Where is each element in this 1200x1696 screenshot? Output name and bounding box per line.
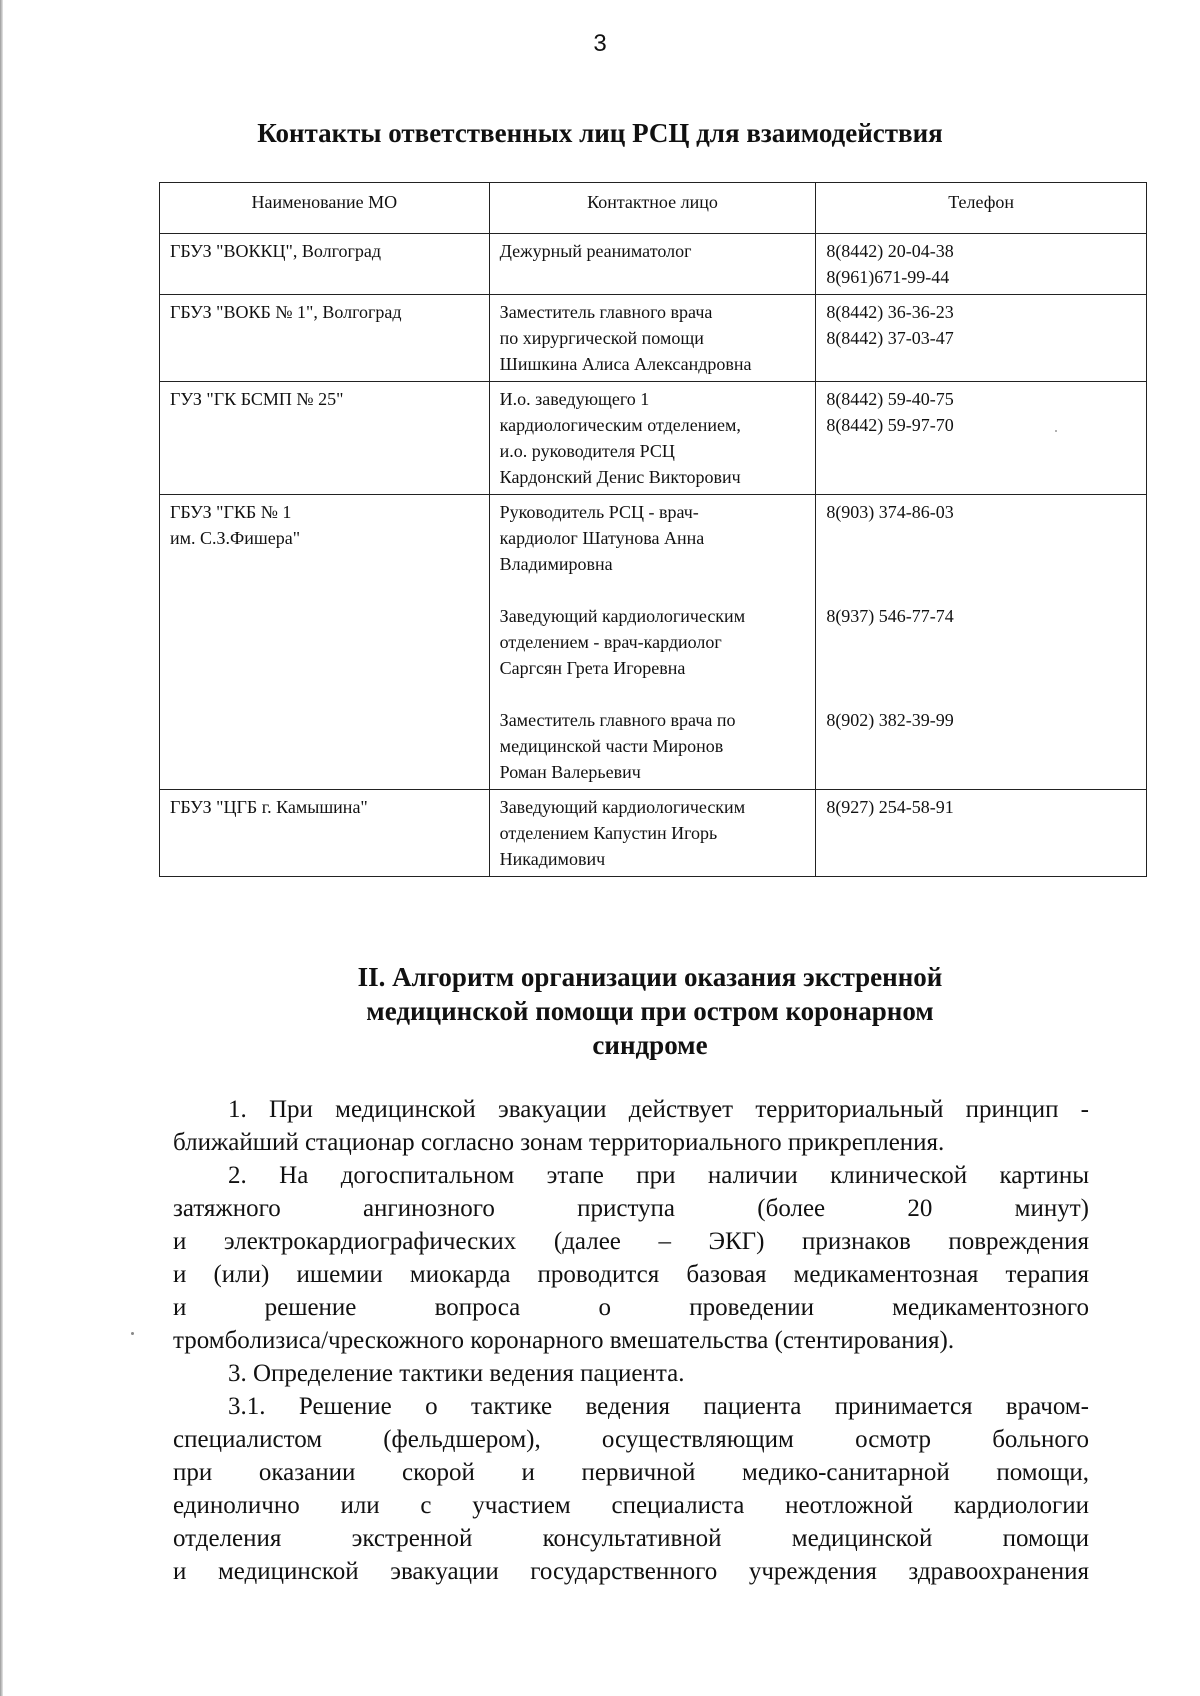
person-line: И.о. заведующего 1: [499, 389, 650, 409]
text-line: 1. При медицинской эвакуации действует территориальный принцип -: [228, 1096, 1089, 1123]
person-line: Дежурный реаниматолог: [499, 241, 692, 261]
person-line: Роман Валерьевич: [499, 762, 641, 782]
person-line: кардиологическим отделением,: [499, 415, 741, 435]
phone-line: 8(903) 374-86-03: [826, 502, 954, 522]
cell-mo: [160, 295, 490, 382]
spacer: [826, 525, 1136, 551]
phone-line: 8(961)671-99-44: [826, 267, 950, 287]
cell-person: [489, 382, 816, 495]
cell-phone: [816, 295, 1147, 382]
person-line: Заместитель главного врача по: [499, 710, 736, 730]
text-line: 2. На догоспитальном этапе при наличии клинической картины: [228, 1162, 1089, 1189]
phone-line: 8(937) 546-77-74: [826, 606, 954, 626]
mo-line: ГБУЗ "ЦГБ г. Камышина": [170, 797, 368, 817]
mo-line: ГУЗ "ГК БСМП № 25": [170, 389, 344, 409]
person-line: Заместитель главного врача: [499, 302, 713, 322]
cell-phone: [816, 495, 1147, 790]
person-line: и.о. руководителя РСЦ: [499, 441, 675, 461]
cell-phone: [816, 382, 1147, 495]
text-line: 3. Определение тактики ведения пациента.: [228, 1360, 685, 1387]
header-phone: Телефон: [816, 183, 1147, 234]
section-title: [0, 960, 1200, 1062]
scan-speck: [1055, 430, 1057, 432]
cell-mo: [160, 234, 490, 295]
person-line: медицинской части Миронов: [499, 736, 724, 756]
cell-person: [489, 790, 816, 877]
header-person: Контактное лицо: [489, 183, 816, 234]
spacer: [500, 681, 806, 707]
page-number: 3: [593, 30, 607, 57]
phone-line: 8(927) 254-58-91: [826, 797, 954, 817]
phone-line: 8(8442) 36-36-23: [826, 302, 954, 322]
person-line: отделением Капустин Игорь: [499, 823, 718, 843]
person-line: Шишкина Алиса Александровна: [499, 354, 752, 374]
person-line: Заведующий кардиологическим: [499, 797, 746, 817]
scan-edge: [0, 0, 3, 1696]
cell-person: [489, 234, 816, 295]
cell-mo: [160, 495, 490, 790]
phone-line: 8(8442) 37-03-47: [826, 328, 954, 348]
paragraph-2: [173, 1159, 1089, 1357]
cell-phone: [816, 790, 1147, 877]
spacer: [826, 681, 1136, 707]
cell-person: [489, 295, 816, 382]
person-line: отделением - врач-кардиолог: [499, 632, 722, 652]
paragraph-3: [173, 1357, 1089, 1390]
text-line: затяжного ангинозного приступа (более 20 минут): [173, 1195, 1089, 1222]
cell-phone: [816, 234, 1147, 295]
text-line: и электрокардиографических (далее – ЭКГ) признаков повреждения: [173, 1228, 1089, 1255]
person-line: Руководитель РСЦ - врач-: [499, 502, 699, 522]
body-text: [173, 1093, 1089, 1588]
text-line: 3.1. Решение о тактике ведения пациента принимается врачом-: [228, 1393, 1089, 1420]
section-title-line: II. Алгоритм организации оказания экстренной: [357, 962, 943, 992]
table-row: [160, 790, 1147, 877]
contacts-title: Контакты ответственных лиц РСЦ для взаимодействия: [257, 118, 943, 148]
section-title-line: синдроме: [592, 1030, 708, 1060]
phone-line: 8(8442) 59-97-70: [826, 415, 954, 435]
spacer: [826, 629, 1136, 655]
person-line: Кардонский Денис Викторович: [499, 467, 741, 487]
contacts-table: [159, 182, 1147, 877]
table-header-row: [160, 183, 1147, 234]
table-row: [160, 495, 1147, 790]
paragraph-1: [173, 1093, 1089, 1159]
person-line: Никадимович: [499, 849, 606, 869]
text-line: и медицинской эвакуации государственного учреждения здравоохранения: [173, 1558, 1089, 1585]
text-line: при оказании скорой и первичной медико-санитарной помощи,: [173, 1459, 1089, 1486]
paragraph-4: [173, 1390, 1089, 1588]
person-line: Саргсян Грета Игоревна: [499, 658, 686, 678]
header-mo: Наименование МО: [160, 183, 490, 234]
mo-line: им. С.З.Фишера": [170, 528, 301, 548]
table-row: [160, 382, 1147, 495]
scan-speck: [131, 1332, 134, 1335]
mo-line: ГБУЗ "ВОКБ № 1", Волгоград: [170, 302, 402, 322]
text-line: специалистом (фельдшером), осуществляющим осмотр больного: [173, 1426, 1089, 1453]
person-line: кардиолог Шатунова Анна: [499, 528, 705, 548]
text-line: и (или) ишемии миокарда проводится базовая медикаментозная терапия: [173, 1261, 1089, 1288]
section-title-line: медицинской помощи при остром коронарном: [366, 996, 934, 1026]
text-line: отделения экстренной консультативной медицинской помощи: [173, 1525, 1089, 1552]
spacer: [826, 577, 1136, 603]
person-line: Владимировна: [499, 554, 613, 574]
phone-line: 8(8442) 20-04-38: [826, 241, 954, 261]
cell-mo: [160, 790, 490, 877]
text-line: единолично или с участием специалиста неотложной кардиологии: [173, 1492, 1089, 1519]
text-line: ближайший стационар согласно зонам территориального прикрепления.: [173, 1129, 945, 1156]
text-line: тромболизиса/чрескожного коронарного вмешательства (стентирования).: [173, 1327, 955, 1354]
person-line: Заведующий кардиологическим: [499, 606, 746, 626]
phone-line: 8(902) 382-39-99: [826, 710, 954, 730]
spacer: [500, 577, 806, 603]
cell-person: [489, 495, 816, 790]
text-line: и решение вопроса о проведении медикаментозного: [173, 1294, 1089, 1321]
table-row: [160, 295, 1147, 382]
cell-mo: [160, 382, 490, 495]
mo-line: ГБУЗ "ГКБ № 1: [170, 502, 292, 522]
phone-line: 8(8442) 59-40-75: [826, 389, 954, 409]
spacer: [826, 551, 1136, 577]
table-row: [160, 234, 1147, 295]
mo-line: ГБУЗ "ВОККЦ", Волгоград: [170, 241, 382, 261]
spacer: [826, 655, 1136, 681]
person-line: по хирургической помощи: [499, 328, 704, 348]
